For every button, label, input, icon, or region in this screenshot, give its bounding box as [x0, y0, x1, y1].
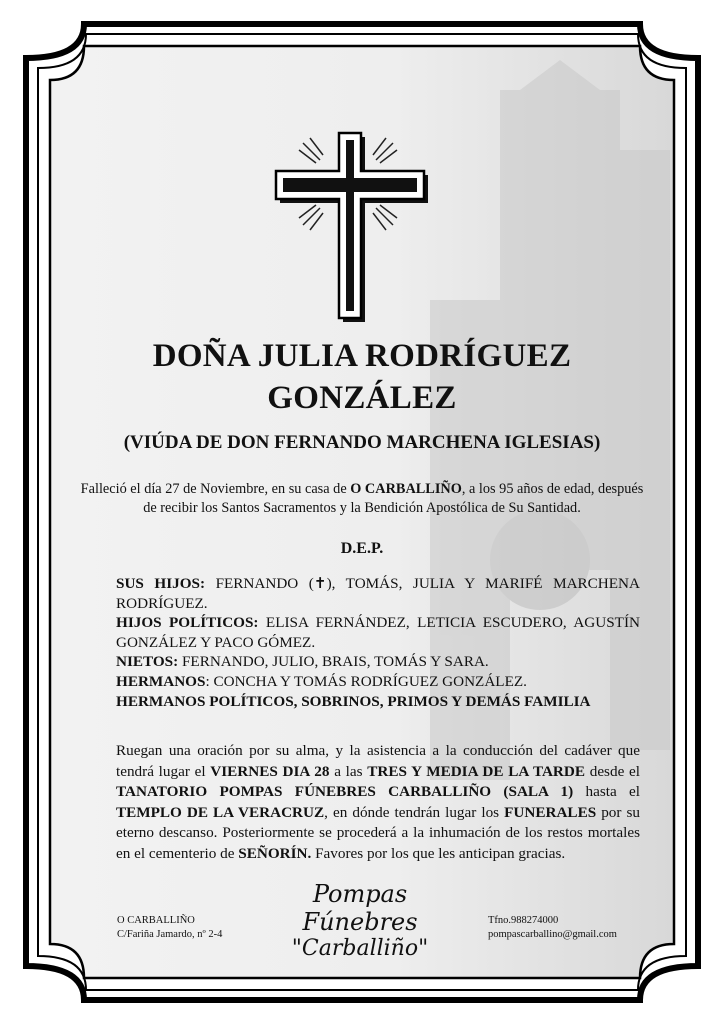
footer-address: [117, 914, 222, 942]
siblings-label: HERMANOS: [116, 672, 206, 690]
family-inlaws: [116, 613, 640, 652]
death-notice-part2: , a los 95 años de edad, después de recibir los Santos Sacramentos y la Bendición Apostólica de Su Santidad.: [143, 481, 644, 516]
family-rest: [116, 692, 640, 712]
ceremony-text-1: Ruegan una oración por su alma, y la asistencia a la conducción del cadáver que tendrá lugar el: [116, 742, 640, 780]
sons-label: SUS HIJOS:: [116, 575, 206, 592]
logo-line1: Pompas Fúnebres: [302, 880, 418, 936]
widow-of-text: (VIÚDA DE DON FERNANDO MARCHENA IGLESIAS): [123, 432, 601, 453]
ceremony-venue: TANATORIO POMPAS FÚNEBRES CARBALLIÑO (SALA 1): [116, 783, 574, 800]
rest-label: HERMANOS POLÍTICOS, SOBRINOS, PRIMOS Y DEMÁS FAMILIA: [116, 692, 591, 710]
family-siblings: [116, 672, 640, 692]
phone-number: Tfno.988274000: [488, 915, 559, 926]
deceased-name-line1: DOÑA JULIA RODRÍGUEZ: [152, 338, 572, 374]
address-line1: O CARBALLIÑO: [117, 915, 195, 926]
inlaws-label: HIJOS POLÍTICOS:: [116, 614, 259, 632]
death-notice: [74, 480, 650, 518]
funeral-home-logo: [270, 880, 450, 962]
ceremony-text-3: desde el: [585, 762, 640, 780]
ceremony-time: TRES Y MEDIA DE LA TARDE: [367, 762, 585, 780]
logo-line2: "Carballiño": [291, 936, 429, 961]
grandchildren-label: NIETOS:: [116, 653, 179, 671]
ceremony-cemetery: SEÑORÍN.: [238, 844, 312, 862]
ceremony-day: VIERNES DIA 28: [210, 762, 330, 780]
family-sons: [116, 574, 640, 613]
family-list: [116, 574, 640, 711]
ceremony-funerals: FUNERALES: [504, 803, 597, 821]
death-notice-part1: Falleció el día 27 de Noviembre, en su casa de: [80, 481, 351, 497]
footer-contact: [488, 914, 617, 942]
sons-text: FERNANDO (✝), TOMÁS, JULIA Y MARIFÉ MARCHENA RODRÍGUEZ.: [116, 575, 640, 612]
ceremony-church: TEMPLO DE LA VERACRUZ: [116, 803, 325, 821]
ceremony-text-5: , en dónde tendrán lugar los: [324, 803, 505, 821]
death-place: O CARBALLIÑO: [350, 481, 462, 497]
ceremony-text-4: hasta el: [573, 783, 640, 800]
ceremony-text-7: Favores por los que les anticipan gracias.: [311, 844, 566, 862]
family-grandchildren: [116, 652, 640, 672]
inlaws-text: ELISA FERNÁNDEZ, LETICIA ESCUDERO, AGUSTÍN GONZÁLEZ Y PACO GÓMEZ.: [116, 614, 640, 651]
deceased-name-line2: GONZÁLEZ: [267, 380, 457, 416]
email-address[interactable]: pompascarballino@gmail.com: [488, 929, 617, 940]
siblings-text: : CONCHA Y TOMÁS RODRÍGUEZ GONZÁLEZ.: [205, 672, 527, 690]
ceremony-text-6: por su eterno descanso. Posteriormente se procederá a la inhumación de los restos mortales en el cementerio de: [116, 803, 641, 862]
address-line2: C/Fariña Jamardo, nº 2-4: [117, 929, 223, 940]
ceremony-details: [116, 741, 640, 864]
dep-label: D.E.P.: [340, 540, 384, 557]
grandchildren-text: FERNANDO, JULIO, BRAIS, TOMÁS Y SARA.: [178, 653, 489, 671]
ceremony-text-2: a las: [329, 762, 368, 780]
